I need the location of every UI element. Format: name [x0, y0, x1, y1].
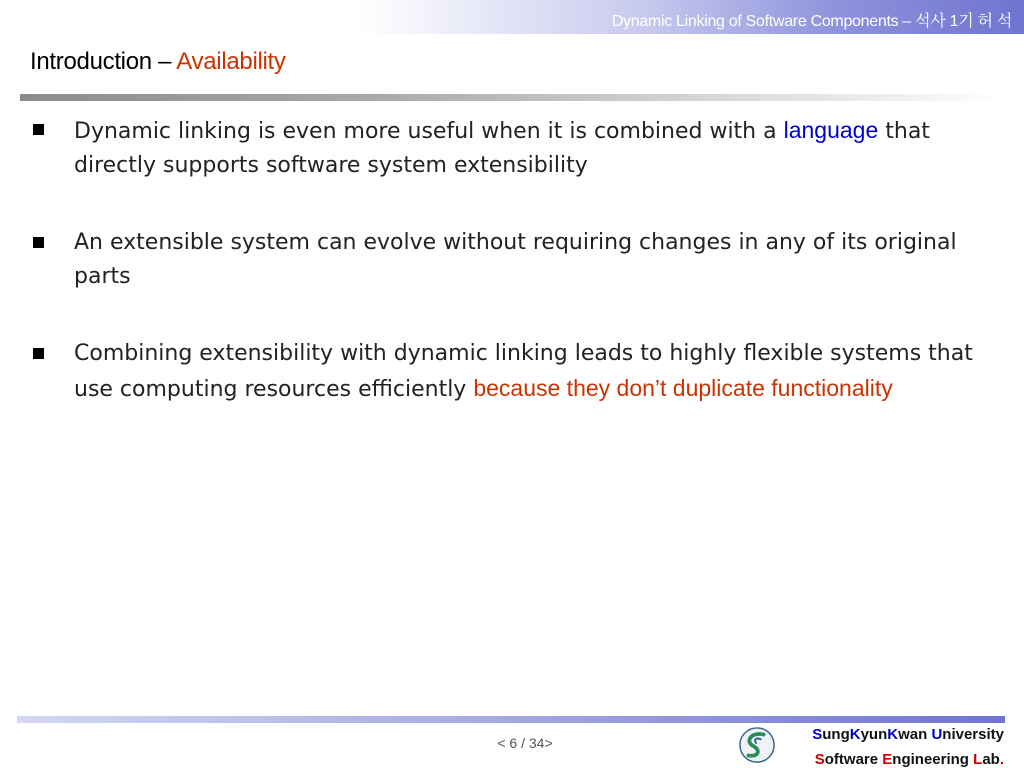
bullet-item [33, 113, 993, 183]
bullet-item [33, 337, 993, 407]
top-banner [0, 0, 1024, 34]
page-title-highlight: Availability [176, 48, 286, 75]
bullet-item [33, 226, 993, 294]
university-logo-icon [738, 726, 776, 764]
bullet-text: Combining extensibility with dynamic linking leads to highly flexible systems that use computing resources efficiently [74, 341, 973, 402]
university-name: SungKyunKwan University [812, 726, 1004, 743]
page-title [30, 48, 286, 76]
bullet-text: Dynamic linking is even more useful when it is combined with a [74, 119, 784, 144]
bullet-list [33, 113, 993, 450]
square-bullet-icon [33, 124, 44, 135]
lab-name: Software Engineering Lab. [814, 751, 1004, 768]
page-title-prefix: Introduction – [30, 48, 177, 75]
bullet-highlight-blue: language [783, 117, 879, 143]
title-divider [20, 94, 1005, 101]
footer-divider [17, 716, 1005, 723]
bullet-highlight-red: because they don’t duplicate functionality [473, 375, 893, 401]
square-bullet-icon [33, 348, 44, 359]
square-bullet-icon [33, 237, 44, 248]
bullet-text-continued: that directly supports software system extensibility [74, 119, 930, 178]
page-number: < 6 / 34> [497, 735, 553, 751]
bullet-text: An extensible system can evolve without requiring changes in any of its original parts [74, 230, 957, 289]
presentation-header-text: Dynamic Linking of Software Components – 석사 1기 허 석 [611, 13, 1012, 30]
